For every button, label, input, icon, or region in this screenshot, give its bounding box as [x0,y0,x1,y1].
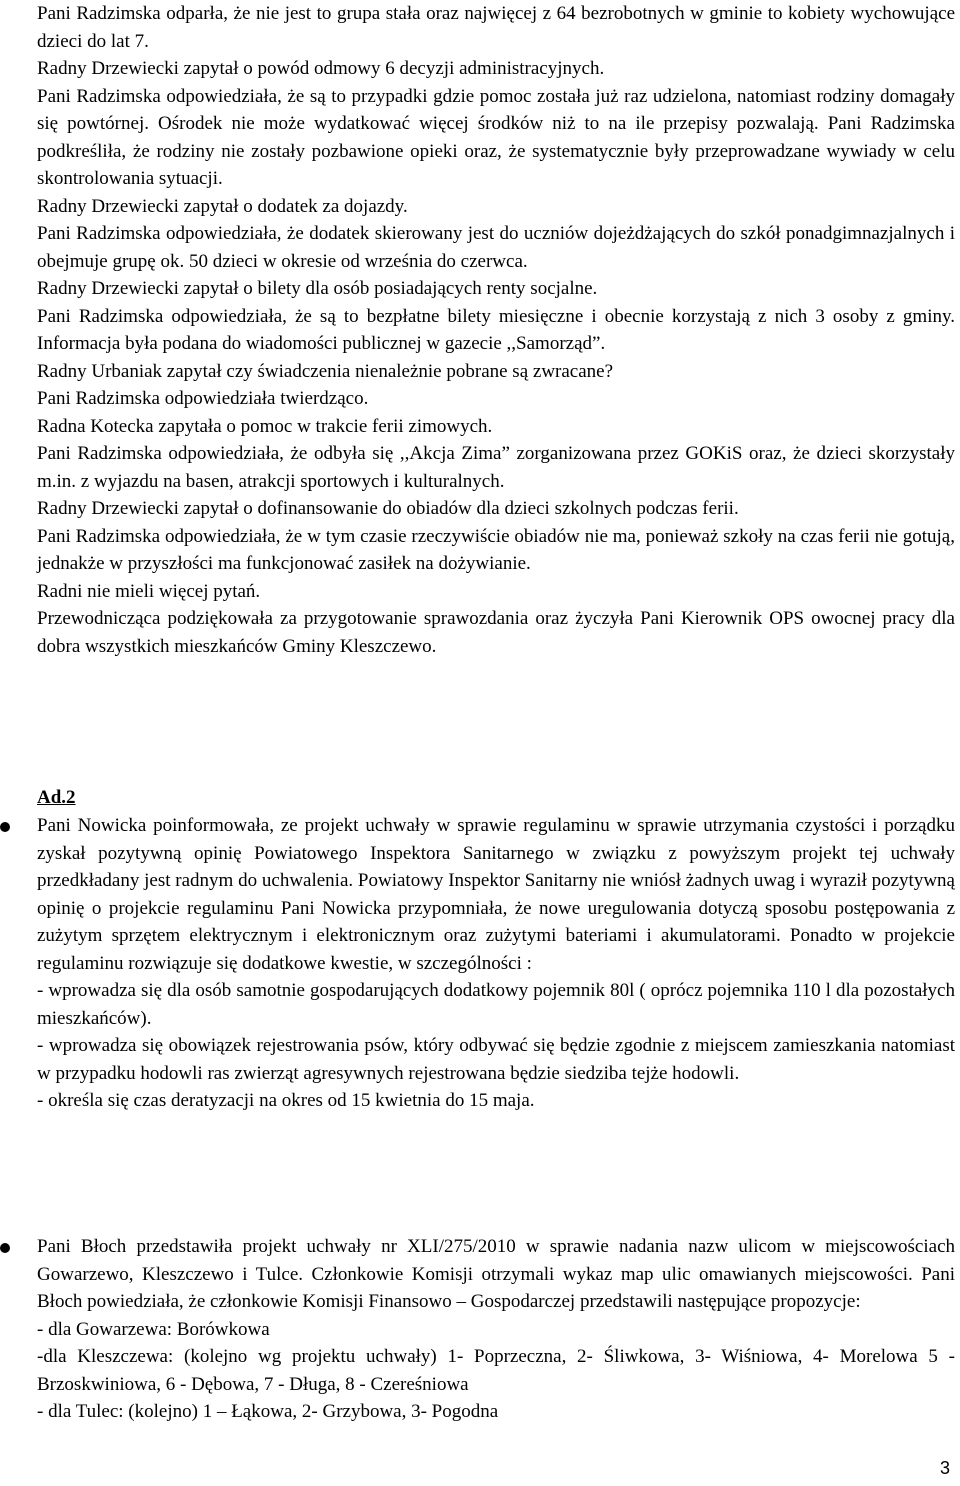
list-item: - wprowadza się dla osób samotnie gospodarujących dodatkowy pojemnik 80l ( oprócz pojemnika 110 l dla pozostałych mieszkańców). [37,980,955,1029]
list-item: - dla Tulec: (kolejno) 1 – Łąkowa, 2- Grzybowa, 3- Pogodna [37,1401,499,1422]
page-number: 3 [939,1458,950,1478]
bullet-item-street-names [37,1233,955,1426]
list-item: - wprowadza się obowiązek rejestrowania psów, który odbywać się będzie zgodnie z miejscem zamieszkania natomiast w przypadku hodowli ras zwierząt agresywnych rejestrowana będzie siedziba tejże hodowli. [37,1035,955,1084]
paragraph: Radny Drzewiecki zapytał o bilety dla osób posiadających renty socjalne. [37,278,598,299]
bullet-icon [0,1243,10,1253]
bullet-icon [0,822,10,832]
paragraph: Radny Urbaniak zapytał czy świadczenia nienależnie pobrane są zwracane? [37,360,614,382]
top-section [37,0,955,660]
paragraph: Radny Drzewiecki zapytał o powód odmowy 6 decyzji administracyjnych. [37,58,605,79]
section-heading: Ad.2 [37,787,76,808]
paragraph: Przewodnicząca podziękowała za przygotowanie sprawozdania oraz życzyła Pani Kierownik OPS owocnej pracy dla dobra wszystkich mieszkańców Gminy Kleszczewo. [37,608,955,657]
list-item: - dla Gowarzewa: Borówkowa [37,1318,270,1340]
list-item: -dla Kleszczewa: (kolejno wg projektu uchwały) 1- Poprzeczna, 2- Śliwkowa, 3- Wiśniowa, 4- Morelowa 5 - Brzoskwiniowa, 6 - Dębowa, 7 - Długa, 8 - Czereśniowa [37,1346,955,1395]
paragraph: Pani Radzimska odpowiedziała, że dodatek skierowany jest do uczniów dojeżdżających do szkół ponadgimnazjalnych i obejmuje grupę ok. 50 dzieci w okresie od września do czerwca. [37,223,955,272]
paragraph: Pani Radzimska odpowiedziała, że w tym czasie rzeczywiście obiadów nie ma, ponieważ szkoły na czas ferii nie gotują, jednakże w przyszłości ma funkcjonować zasiłek na dożywianie. [37,525,955,574]
paragraph: Pani Radzimska odpowiedziała, że odbyła się ,,Akcja Zima” zorganizowana przez GOKiS oraz, że dzieci skorzystały m.in. z wyjazdu na basen, atrakcji sportowych i kulturalnych. [37,443,955,492]
paragraph: Pani Błoch przedstawiła projekt uchwały nr XLI/275/2010 w sprawie nadania nazw ulicom w miejscowościach Gowarzewo, Kleszczewo i Tulce. Członkowie Komisji otrzymali wykaz map ulic omawianych miejscowości. Pani Błoch powiedziała, że członkowie Komisji Finansowo – Gospodarczej przedstawili następujące propozycje: [37,1236,955,1312]
paragraph: Pani Radzimska odpowiedziała twierdząco. [37,388,369,409]
paragraph: Radna Kotecka zapytała o pomoc w trakcie ferii zimowych. [37,415,493,437]
list-item: - określa się czas deratyzacji na okres od 15 kwietnia do 15 maja. [37,1090,535,1111]
bullet-item-regulation [37,812,955,1115]
paragraph: Radny Drzewiecki zapytał o dofinansowanie do obiadów dla dzieci szkolnych podczas ferii. [37,498,739,519]
paragraph: Pani Radzimska odparła, że nie jest to grupa stała oraz najwięcej z 64 bezrobotnych w gminie to kobiety wychowujące dzieci do lat 7. [37,3,955,52]
paragraph: Pani Radzimska odpowiedziała, że są to bezpłatne bilety miesięczne i obecnie korzystają z nich 3 osoby z gminy. Informacja była podana do wiadomości publicznej w gazecie ,,Samorząd”. [37,305,955,354]
paragraph: Radny Drzewiecki zapytał o dodatek za dojazdy. [37,195,408,217]
paragraph: Pani Radzimska odpowiedziała, że są to przypadki gdzie pomoc została już raz udzielona, natomiast rodziny domagały się powtórnej. Ośrodek nie może wydatkować więcej środków niż to na ile przepisy pozwalają. Pani Radzimska podkreśliła, że rodziny nie zostały pozbawione opieki oraz, że systematycznie były przeprowadzane wywiady w celu skontrolowania sytuacji. [37,85,955,189]
paragraph: Pani Nowicka poinformowała, ze projekt uchwały w sprawie regulaminu w sprawie utrzymania czystości i porządku zyskał pozytywną opinię Powiatowego Inspektora Sanitarnego w związku z powyższym projekt tej uchwały przedkładany jest radnym do uchwalenia. Powiatowy Inspektor Sanitarny nie wniósł żadnych uwag i wyraził pozytywną opinię o projekcie regulaminu Pani Nowicka przypomniała, że nowe uregulowania dotyczą sposobu postępowania z zużytym sprzętem elektrycznym i elektronicznym oraz zużytymi bateriami i akumulatorami. Ponadto w projekcie regulaminu rozwiązuje się dodatkowe kwestie, w szczególności : [37,815,955,974]
paragraph: Radni nie mieli więcej pytań. [37,580,261,602]
